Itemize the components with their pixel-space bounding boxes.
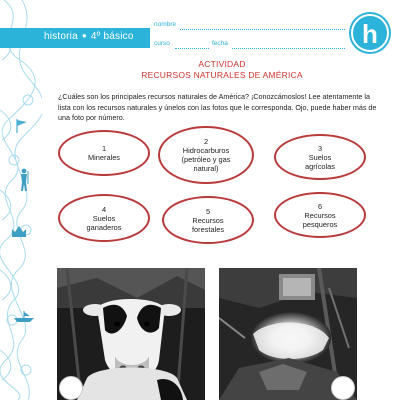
answer-circle-1[interactable]	[59, 376, 83, 400]
resource-number: 3	[317, 143, 323, 153]
logo-badge	[351, 14, 389, 52]
foundry-photo	[219, 268, 357, 400]
resource-label: Minerales	[87, 153, 121, 162]
resource-label: Suelos ganaderos	[86, 213, 122, 232]
separator-dot: ●	[81, 31, 87, 40]
logo-letter: h	[362, 19, 378, 49]
swirl-pattern-icon	[0, 0, 42, 400]
date-line[interactable]	[232, 48, 345, 49]
crown-icon	[10, 224, 28, 238]
resource-oval-1	[58, 130, 150, 176]
activity-title: RECURSOS NATURALES DE AMÉRICA	[141, 70, 303, 80]
resource-label: Hidrocarburos (petróleo y gas natural)	[181, 146, 231, 173]
activity-heading: ACTIVIDAD	[198, 59, 246, 69]
grade-label: 4º básico	[90, 31, 134, 42]
subject-label: historia	[44, 31, 78, 42]
ship-icon	[12, 310, 36, 324]
subject-band-text	[44, 31, 134, 42]
resource-oval-5	[162, 196, 254, 244]
resource-label: Recursos forestales	[191, 215, 225, 234]
resource-label: Recursos pesqueros	[302, 210, 338, 229]
resource-oval-2	[158, 126, 254, 184]
resource-oval-6	[274, 192, 366, 238]
resource-number: 4	[101, 204, 107, 214]
flag-icon	[14, 118, 30, 134]
resource-oval-4	[58, 194, 150, 242]
cow-photo	[57, 268, 205, 400]
resource-number: 1	[101, 144, 107, 153]
decorative-sidebar	[0, 0, 42, 400]
name-label: nombre	[154, 21, 177, 28]
date-label: fecha	[212, 40, 228, 47]
resource-number: 2	[203, 137, 209, 146]
answer-circle-2[interactable]	[331, 376, 355, 400]
resource-number: 6	[317, 201, 323, 211]
resource-label: Suelos agrícolas	[305, 152, 335, 171]
soldier-icon	[16, 168, 32, 192]
instructions-text: ¿Cuáles son los principales recursos naturales de América? ¡Conozcámoslos! Lee atentamente la lista con los recursos naturales y únelos con las fotos que le corresponda. Ojo, puede haber más de una foto por número.	[58, 92, 377, 123]
course-label: curso	[154, 40, 170, 47]
resource-oval-3	[274, 134, 366, 180]
name-line[interactable]	[180, 29, 345, 30]
course-line[interactable]	[175, 48, 209, 49]
resource-number: 5	[205, 206, 211, 216]
